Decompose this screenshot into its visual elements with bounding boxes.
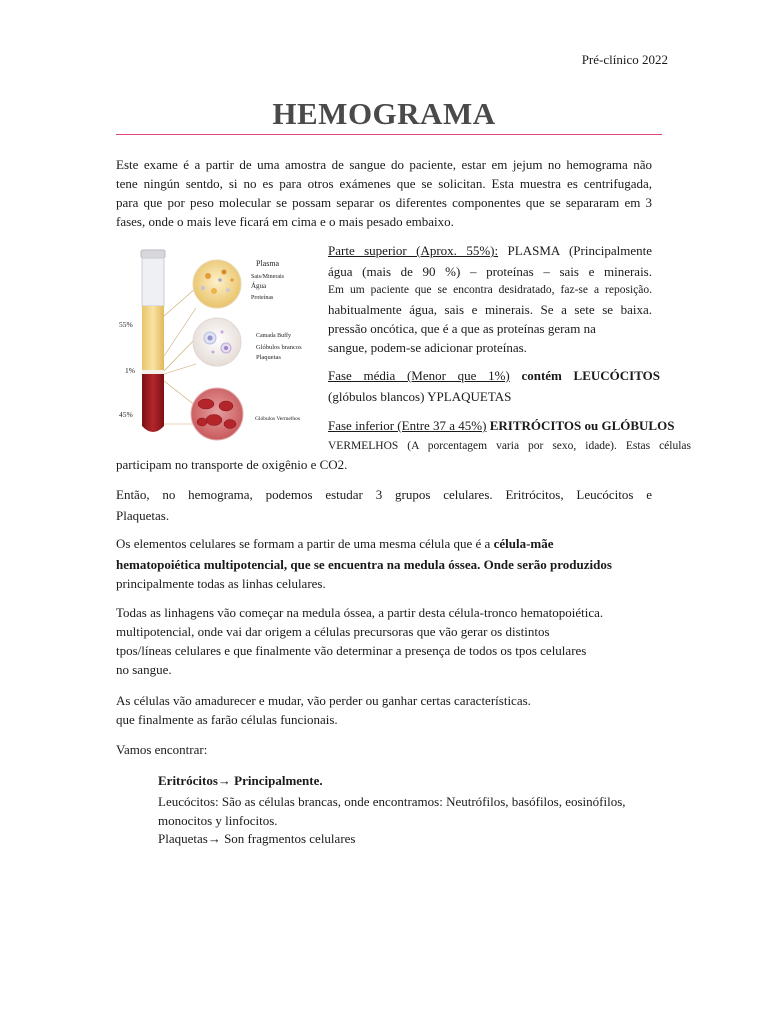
label-agua: Água: [251, 282, 267, 290]
encontrar-text: Vamos encontrar:: [116, 742, 208, 757]
groups-text-a: Então, no hemograma, podemos estudar 3 grupos celulares.: [116, 487, 493, 502]
title-divider: [116, 134, 662, 135]
media-line-2: (glóbulos blancos) YPLAQUETAS: [328, 389, 512, 404]
connector-lines: [164, 288, 196, 424]
bullet-text: Leucócitos: São as células brancas, onde encontramos: Neutrófilos, basófilos, eosinófilos,: [158, 794, 626, 809]
elements-bold-a: célula-mãe: [493, 536, 554, 551]
label-globulos-brancos: Glóbulos brancos: [256, 344, 302, 351]
label-plasma: Plasma: [256, 259, 280, 268]
buffy-coat-circle: [193, 318, 241, 366]
tube-buffy-layer: [142, 370, 164, 374]
groups-text-b: Eritrócitos, Leucócitos e: [505, 487, 652, 502]
media-bold: contém LEUCÓCITOS: [521, 368, 661, 383]
superior-line-2: água (mais de 90 %) – proteínas – sais e minerais.: [328, 264, 652, 279]
course-header: Pré-clínico 2022: [581, 52, 668, 67]
superior-line-5: pressão oncótica, que é a que as proteínas geram na: [328, 321, 596, 336]
red-cells-circle: [191, 388, 243, 440]
elements-line-2: hematopoiética multipotencial, que se encuentra na medula óssea. Onde serão produzidos: [116, 557, 612, 572]
elements-line-1: [116, 534, 652, 555]
mature-line: que finalmente as farão células funcionais.: [116, 712, 338, 727]
bullet-text: Eritrócitos→ Principalmente.: [158, 773, 323, 788]
tube-red-layer: [142, 374, 164, 432]
encontrar-line: [116, 740, 652, 759]
intro-line: para que por peso molecular se possam separar os diferentes componentes que se separaram em 3: [116, 195, 652, 210]
media-heading: Fase média (Menor que 1%): [328, 368, 510, 383]
superior-rest: PLASMA (Principalmente: [507, 243, 653, 258]
elements-line-3: principalmente todas as linhas celulares.: [116, 576, 326, 591]
lineages-line: multipotencial, onde vai dar origem a células precursoras que vão gerar os distintos: [116, 624, 550, 639]
label-camada-buffy: Camada Buffy: [256, 333, 292, 339]
intro-line: fases, onde o mais leve ficará em cima e o mais pesado embaixo.: [116, 214, 454, 229]
bullet-text: Plaquetas→ Son fragmentos celulares: [158, 831, 356, 846]
tube-empty-top: [142, 258, 164, 306]
superior-line-6: sangue, podem-se adicionar proteínas.: [328, 340, 527, 355]
pct-1-label: 1%: [125, 366, 135, 375]
tube-cap: [141, 250, 165, 258]
superior-line-3: Em um paciente que se encontra desidratado, faz-se a reposição.: [328, 284, 652, 296]
label-proteinas: Proteínas: [251, 295, 274, 301]
mature-paragraph: [116, 691, 652, 729]
superior-heading: Parte superior (Aprox. 55%):: [328, 243, 499, 258]
plasma-circle: [193, 260, 241, 308]
lineages-line: tpos/líneas celulares e que finalmente vão determinar a presença de todos os tpos celulares: [116, 643, 587, 658]
page-title: HEMOGRAMA: [272, 96, 496, 131]
mature-line: As células vão amadurecer e mudar, vão perder ou ganhar certas características.: [116, 693, 531, 708]
inferior-line-3: participam no transporte de oxigênio e CO2.: [116, 457, 348, 472]
media-line-1: [328, 366, 660, 387]
lineages-line: Todas as linhagens vão começar na medula óssea, a partir desta célula-tronco hematopoiética.: [116, 605, 604, 620]
inferior-continuation: [116, 455, 652, 474]
inferior-heading: Fase inferior (Entre 37 a 45%): [328, 418, 487, 433]
inferior-bold: ERITRÓCITOS ou GLÓBULOS: [489, 418, 675, 433]
blood-tube-figure: [114, 246, 318, 442]
phase-inferior: [328, 416, 691, 456]
label-globulos-vermelhos: Glóbulos Vermelhos: [255, 416, 300, 422]
lineages-paragraph: [116, 603, 652, 679]
inferior-line-2: VERMELHOS (A porcentagem varia por sexo, idade). Estas células: [328, 440, 691, 452]
lineages-line: no sangue.: [116, 662, 172, 677]
pct-45-label: 45%: [119, 410, 133, 419]
superior-line-4: habitualmente água, sais e minerais. Se a sete se baixa.: [328, 302, 652, 317]
inferior-line-1: [328, 416, 691, 437]
intro-paragraph: [116, 155, 652, 231]
label-sais-minerais: Sais/Minerais: [251, 274, 284, 280]
elements-text-a: Os elementos celulares se formam a partir de uma mesma célula que é a: [116, 536, 491, 551]
elements-paragraph: [116, 534, 652, 593]
superior-line-1: [328, 241, 652, 262]
tube-plasma-layer: [142, 306, 164, 370]
phase-superior: [328, 241, 652, 357]
phase-media: [328, 366, 660, 406]
groups-line-1: [116, 485, 652, 506]
pct-55-label: 55%: [119, 320, 133, 329]
groups-line-2: Plaquetas.: [116, 508, 170, 523]
label-plaquetas: Plaquetas: [256, 354, 281, 361]
intro-line: Este exame é a partir de uma amostra de sangue do paciente, estar em jejum no hemograma não: [116, 157, 652, 172]
bullet-text-cont: monocitos y linfocitos.: [158, 813, 278, 828]
intro-line: tene ningún sentdo, si no es para otros exámenes que se solicitan. Esta muestra es centrifugada,: [116, 176, 652, 191]
groups-paragraph: [116, 485, 652, 525]
